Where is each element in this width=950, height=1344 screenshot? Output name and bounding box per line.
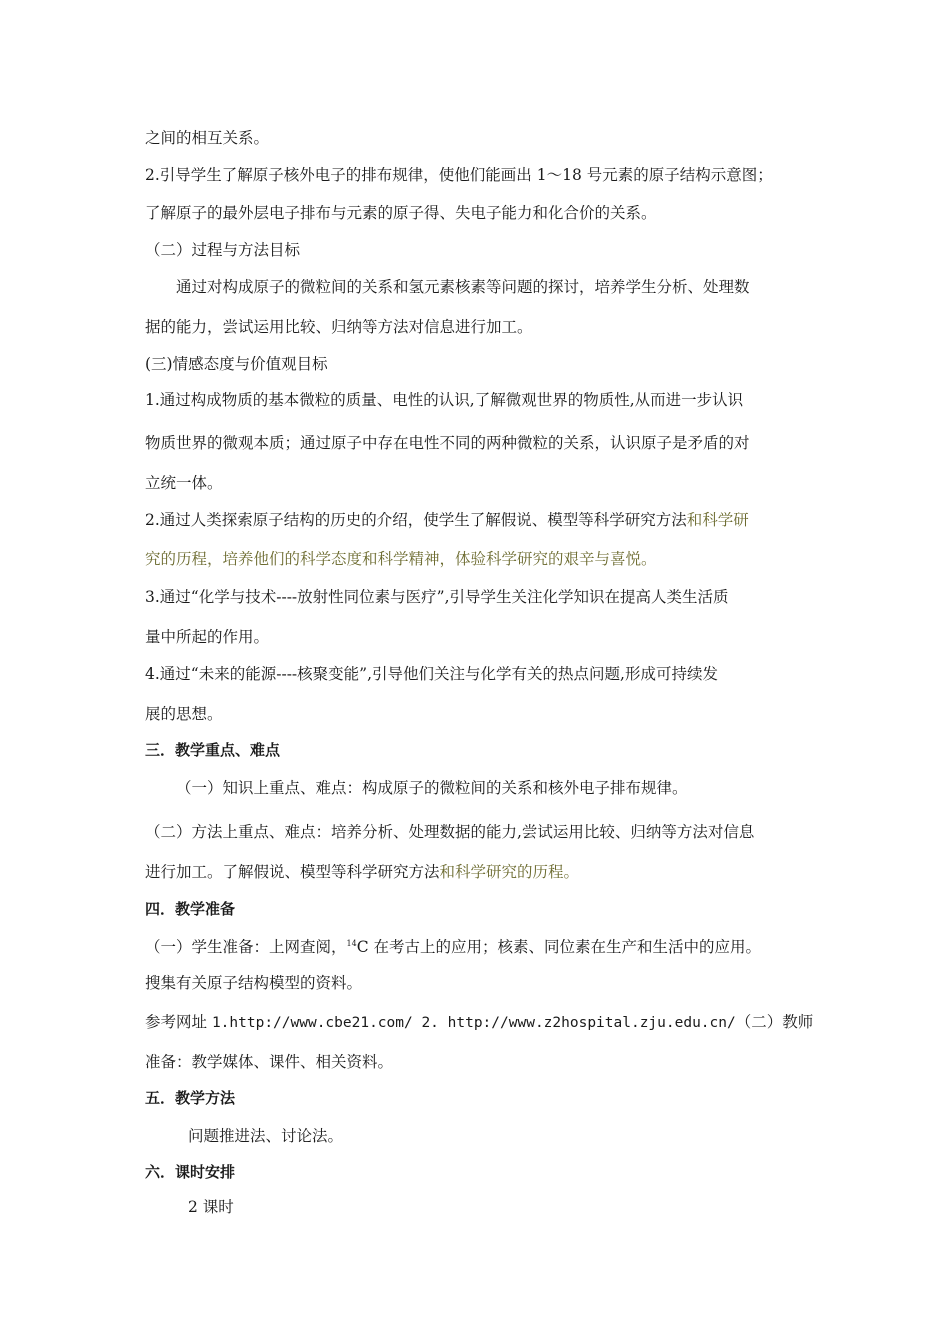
isotope-mass-number: 14: [346, 939, 357, 948]
text-line: 之间的相互关系。: [145, 129, 270, 147]
text-line: 了解原子的最外层电子排布与元素的原子得、失电子能力和化合价的关系。: [145, 204, 657, 222]
text-line: [145, 862, 579, 882]
text-line: 问题推进法、讨论法。: [188, 1127, 344, 1145]
section-subheading: (三)情感态度与价值观目标: [145, 355, 328, 373]
text-line: 物质世界的微观本质；通过原子中存在电性不同的两种微粒的关系，认识原子是矛盾的对: [145, 434, 750, 452]
text-line: [145, 1012, 813, 1033]
text-line: [145, 934, 761, 957]
text-line: 3.通过“化学与技术----放射性同位素与医疗”,引导学生关注化学知识在提高人类生活质: [145, 588, 729, 606]
section-heading: 五．教学方法: [145, 1089, 236, 1107]
text-line: 立统一体。: [145, 474, 223, 492]
text-line: 4.通过“未来的能源----核聚变能”,引导他们关注与化学有关的热点问题,形成可持续发: [145, 665, 718, 683]
text-line: 2.引导学生了解原子核外电子的排布规律，使他们能画出 1～18 号元素的原子结构示意图；: [145, 166, 773, 184]
section-heading: 三．教学重点、难点: [145, 741, 281, 759]
text-span: C 在考古上的应用；核素、同位素在生产和生活中的应用。: [356, 938, 761, 957]
text-span: （二）教师: [735, 1013, 814, 1031]
text-span: 2.通过人类探索原子结构的历史的介绍，使学生了解假说、模型等科学研究方法: [145, 511, 687, 529]
text-span: （一）学生准备：上网查阅，: [145, 938, 347, 957]
text-span: 参考网址: [145, 1013, 212, 1031]
text-line: 据的能力，尝试运用比较、归纳等方法对信息进行加工。: [145, 318, 533, 336]
text-line: 搜集有关原子结构模型的资料。: [145, 974, 363, 992]
text-line: 量中所起的作用。: [145, 628, 270, 646]
text-span: 进行加工。了解假说、模型等科学研究方法: [145, 863, 440, 881]
text-line: [145, 510, 749, 530]
section-subheading: （二）过程与方法目标: [145, 241, 301, 259]
highlighted-text: 和科学研究的历程。: [439, 863, 580, 881]
text-line: （一）知识上重点、难点：构成原子的微粒间的关系和核外电子排布规律。: [176, 779, 688, 797]
section-heading: 四．教学准备: [145, 900, 236, 918]
highlighted-text: 和科学研: [686, 511, 749, 529]
reference-urls: 1.http://www.cbe21.com/ 2. http://www.z2hospital.zju.edu.cn/: [211, 1015, 736, 1031]
text-line: 准备：教学媒体、课件、相关资料。: [145, 1053, 394, 1071]
text-line: （二）方法上重点、难点：培养分析、处理数据的能力,尝试运用比较、归纳等方法对信息: [145, 823, 755, 841]
highlighted-text: 究的历程，培养他们的科学态度和科学精神，体验科学研究的艰辛与喜悦。: [145, 550, 657, 568]
text-line: 2 课时: [188, 1198, 234, 1216]
section-heading: 六．课时安排: [145, 1163, 236, 1181]
text-line: 通过对构成原子的微粒间的关系和氢元素核素等问题的探讨，培养学生分析、处理数: [176, 278, 750, 296]
text-line: 展的思想。: [145, 705, 223, 723]
text-line: 1.通过构成物质的基本微粒的质量、电性的认识,了解微观世界的物质性,从而进一步认识: [145, 391, 744, 409]
